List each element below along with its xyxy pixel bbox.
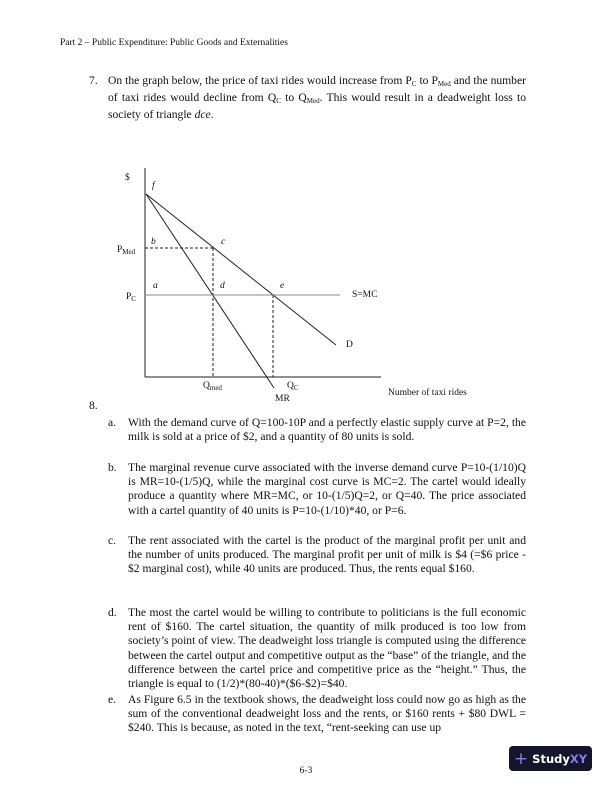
item-a-letter: a. bbox=[108, 416, 117, 429]
item-d-letter: d. bbox=[108, 606, 117, 619]
demand-label: D bbox=[346, 340, 353, 350]
point-c: c bbox=[221, 237, 226, 247]
item-e-letter: e. bbox=[108, 693, 117, 706]
demand-curve bbox=[146, 194, 336, 345]
point-e: e bbox=[280, 281, 285, 291]
studyxy-logo: + StudyXY bbox=[509, 746, 592, 771]
item-c-text: The rent associated with the cartel is the product of the marginal profit per unit and the number of units produced. The marginal profit per unit of milk is $4 (=$6 price - $2 marginal cost), while 40 units are produced. Thus, the rents equal $160. bbox=[128, 534, 526, 576]
mr-label: MR bbox=[275, 394, 290, 404]
question-7-number: 7. bbox=[89, 74, 98, 87]
y-axis-label: $ bbox=[125, 173, 130, 183]
pmed-label: $P_{Med}$ bbox=[117, 245, 136, 256]
smc-label: S=MC bbox=[352, 290, 378, 300]
item-b-letter: b. bbox=[108, 461, 117, 474]
point-a: a bbox=[153, 281, 158, 291]
page-number: 6-3 bbox=[299, 766, 313, 776]
item-a-text: With the demand curve of Q=100-10P and a perfectly elastic supply curve at P=2, the milk is sold at a price of $2, and a quantity of 80 units is sold. bbox=[128, 416, 526, 444]
point-b: b bbox=[151, 237, 156, 247]
question-8-number: 8. bbox=[89, 399, 98, 412]
plus-icon: + bbox=[513, 748, 529, 769]
point-d: d bbox=[220, 281, 225, 291]
pc-label: $P_C$ bbox=[126, 292, 136, 303]
item-d-text: The most the cartel would be willing to contribute to politicians is the full economic rent of $160. The cartel situation, the quantity of milk produced is too low from society’s point of view. The deadweight loss triangle is computed using the difference between the cartel output and competitive output as the “base” of the triangle, and the difference between the cartel price and competitive price as the “height.” Thus, the triangle is equal to (1/2)*(80-40)*($6-$2)=$40. bbox=[128, 606, 526, 691]
question-7-text: On the graph below, the price of taxi rides would increase from $P_C$ to $P_{Med}$ and the number of taxi rides would decline from $Q_C$ to $Q_{Med}$. This would result in a deadweight loss to society of triangle dce. bbox=[108, 74, 526, 122]
marginal-revenue-curve bbox=[146, 194, 274, 388]
item-c-letter: c. bbox=[108, 534, 117, 547]
x-axis-label: Number of taxi rides bbox=[388, 388, 467, 398]
running-header: Part 2 – Public Expenditure: Public Goods and Externalities bbox=[60, 38, 288, 48]
point-f: f bbox=[152, 181, 155, 191]
qc-label: $Q_C$ bbox=[287, 381, 299, 392]
qmed-label: $Q_{med}$ bbox=[203, 381, 222, 392]
item-e-text: As Figure 6.5 in the textbook shows, the deadweight loss could now go as high as the sum of the conventional deadweight loss and the rents, or $160 rents + $80 DWL = $240. This is because, as noted in the text, “rent-seeking can use up bbox=[128, 693, 526, 735]
item-b-text: The marginal revenue curve associated with the inverse demand curve P=10-(1/10)Q is MR=10-(1/5)Q, while the marginal cost curve is MC=2. The cartel would ideally produce a quantity where MR=MC, or 10-(1/5)Q=2, or Q=40. The price associated with a cartel quantity of 40 units is P=10-(1/10)*40, or P=6. bbox=[128, 461, 526, 517]
